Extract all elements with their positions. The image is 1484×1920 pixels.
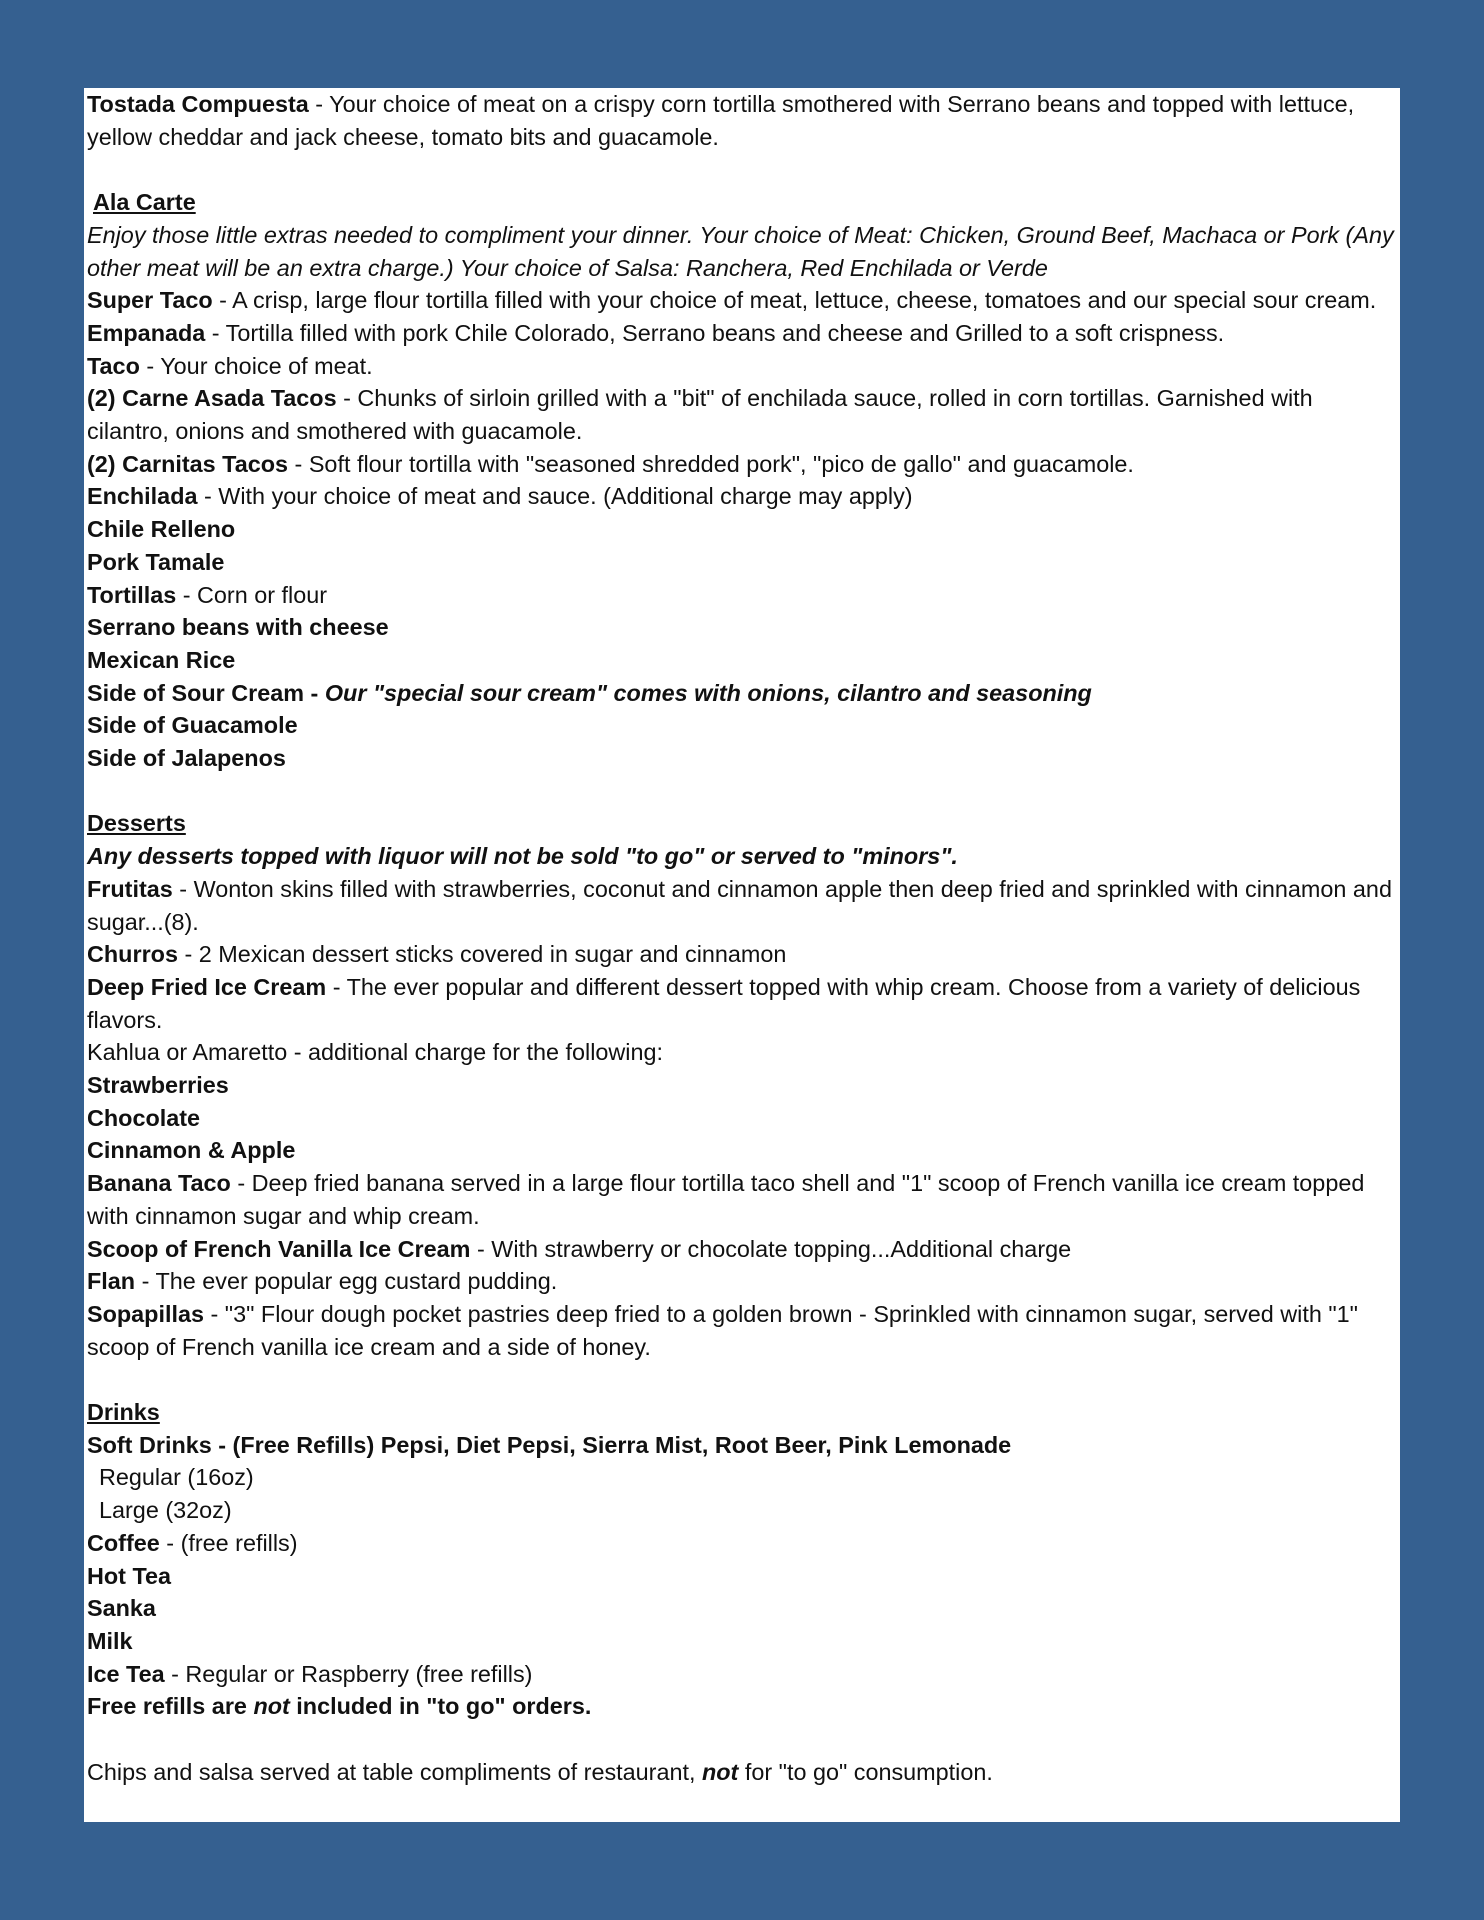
- item-desc: - With your choice of meat and sauce. (Additional charge may apply): [197, 483, 913, 510]
- menu-item-serrano-beans: [87, 611, 1398, 644]
- menu-item-vanilla-scoop: [87, 1233, 1398, 1266]
- menu-item-mexican-rice: [87, 644, 1398, 677]
- menu-item-side-guacamole: Side of Guacamole: [87, 712, 298, 739]
- menu-item-taco: [87, 350, 1398, 383]
- item-name: Deep Fried Ice Cream: [87, 973, 327, 1000]
- menu-item-hot-tea: Hot Tea: [87, 1562, 172, 1589]
- item-desc: Our "special sour cream" comes with onions, cilantro and seasoning: [324, 679, 1092, 706]
- menu-item-sopapillas: [87, 1298, 1398, 1363]
- refill-post: included in "to go" orders.: [289, 1693, 592, 1720]
- item-name: Pork Tamale: [87, 548, 225, 575]
- menu-item-tostada: [87, 88, 1398, 153]
- item-name: Sopapillas: [87, 1300, 204, 1327]
- footer-pre: Chips and salsa served at table compliments of restaurant,: [87, 1758, 702, 1785]
- refill-notice: [87, 1690, 1398, 1723]
- item-desc: - 2 Mexican dessert sticks covered in sugar and cinnamon: [177, 941, 787, 968]
- menu-item-soft-drinks: Soft Drinks - (Free Refills) Pepsi, Diet Pepsi, Sierra Mist, Root Beer, Pink Lemonade: [87, 1431, 1012, 1458]
- spacer: [87, 1723, 1398, 1756]
- menu-item-sanka: Sanka: [87, 1595, 156, 1622]
- menu-item-empanada: [87, 317, 1398, 350]
- menu-item-milk: Milk: [87, 1628, 133, 1654]
- item-desc: - Chunks of sirloin grilled with a "bit" of enchilada sauce, rolled in corn tortillas. Garnished with cilantro, onions and smothered with guacamole.: [87, 385, 1313, 445]
- menu-item-sour-cream: [87, 677, 1398, 710]
- item-desc: - Deep fried banana served in a large flour tortilla taco shell and "1" scoop of French vanilla ice cream topped with cinnamon sugar and whip cream.: [87, 1170, 1365, 1229]
- liquor-note: Kahlua or Amaretto - additional charge for the following:: [87, 1039, 664, 1066]
- heading-text: Ala Carte: [93, 189, 196, 216]
- item-name: Side of Sour Cream -: [87, 679, 325, 706]
- item-name: Frutitas: [87, 875, 173, 902]
- item-desc: - Wonton skins filled with strawberries, coconut and cinnamon apple then deep fried and sprinkled with cinnamon and sugar...(8).: [87, 875, 1392, 935]
- item-name: Banana Taco: [87, 1170, 231, 1197]
- item-name: Coffee: [87, 1529, 160, 1556]
- item-name: Empanada: [87, 319, 206, 346]
- menu-item-side-jalapenos: Side of Jalapenos: [87, 745, 286, 772]
- flavor-strawberries: Strawberries: [87, 1072, 229, 1099]
- refill-not: not: [253, 1693, 290, 1720]
- item-desc: - Soft flour tortilla with "seasoned shredded pork", "pico de gallo" and guacamole.: [288, 450, 1134, 477]
- item-name: (2) Carne Asada Tacos: [87, 385, 337, 412]
- menu-item-pork-tamale: [87, 546, 1398, 579]
- desserts-notice: Any desserts topped with liquor will not be sold "to go" or served to "minors".: [87, 843, 958, 870]
- item-name: Ice Tea: [87, 1660, 165, 1687]
- menu-item-banana-taco: [87, 1167, 1398, 1232]
- item-desc: - A crisp, large flour tortilla filled with your choice of meat, lettuce, cheese, tomatoes and our special sour cream.: [212, 287, 1377, 314]
- ala-carte-intro: Enjoy those little extras needed to compliment your dinner. Your choice of Meat: Chicken, Ground Beef, Machaca or Pork (Any other meat will be an extra charge.) Your choice of Salsa: Ranchera, Red Enchilada or Verde: [87, 221, 1394, 281]
- item-name: Enchilada: [87, 483, 198, 510]
- menu-item-churros: [87, 938, 1398, 971]
- item-name: Tostada Compuesta: [87, 91, 309, 117]
- flavor-cinnamon-apple: Cinnamon & Apple: [87, 1137, 296, 1164]
- menu-item-flan: [87, 1265, 1398, 1298]
- menu-item-coffee: [87, 1527, 1398, 1560]
- menu-item-chile-relleno: [87, 513, 1398, 546]
- footer-post: for "to go" consumption.: [738, 1758, 993, 1785]
- menu-item-frutitas: [87, 873, 1398, 938]
- item-name: Chile Relleno: [87, 516, 236, 543]
- item-name: Serrano beans with cheese: [87, 614, 389, 641]
- item-name: (2) Carnitas Tacos: [87, 450, 289, 477]
- item-desc: - Your choice of meat.: [139, 352, 373, 379]
- menu-item-ice-tea: [87, 1658, 1398, 1691]
- menu-item-carne-asada: [87, 382, 1398, 447]
- size-large: Large (32oz): [99, 1497, 232, 1524]
- item-name: Churros: [87, 941, 178, 968]
- heading-text: Drinks: [87, 1399, 160, 1426]
- footer-not: not: [701, 1758, 739, 1785]
- section-heading-desserts: [87, 807, 1398, 840]
- item-name: Flan: [87, 1268, 136, 1295]
- menu-item-enchilada: [87, 480, 1398, 513]
- menu-item-tortillas: [87, 579, 1398, 612]
- item-name: Taco: [87, 352, 140, 379]
- spacer: [87, 153, 1398, 186]
- size-regular: Regular (16oz): [99, 1464, 254, 1491]
- spacer: [87, 775, 1398, 808]
- item-name: Super Taco: [87, 287, 213, 314]
- item-desc: - (free refills): [159, 1529, 298, 1556]
- item-name: Mexican Rice: [87, 646, 236, 673]
- menu-item-deep-fried-ice-cream: [87, 971, 1398, 1036]
- refill-pre: Free refills are: [87, 1693, 254, 1720]
- section-heading-ala-carte: [87, 186, 1398, 219]
- heading-text: Desserts: [87, 810, 186, 837]
- item-desc: - With strawberry or chocolate topping...Additional charge: [470, 1235, 1072, 1262]
- item-desc: - Regular or Raspberry (free refills): [164, 1660, 533, 1687]
- chips-salsa-note: [87, 1756, 1398, 1789]
- item-name: Tortillas: [87, 581, 177, 608]
- item-name: Scoop of French Vanilla Ice Cream: [87, 1235, 471, 1262]
- flavor-chocolate: Chocolate: [87, 1104, 201, 1131]
- item-desc: - "3" Flour dough pocket pastries deep fried to a golden brown - Sprinkled with cinnamon sugar, served with "1" scoop of French vanilla ice cream and a side of honey.: [87, 1300, 1358, 1360]
- spacer: [87, 1363, 1398, 1396]
- item-desc: - The ever popular and different dessert topped with whip cream. Choose from a variety of delicious flavors.: [87, 973, 1361, 1033]
- menu-item-super-taco: [87, 284, 1398, 317]
- item-desc: - Tortilla filled with pork Chile Colorado, Serrano beans and cheese and Grilled to a soft crispness.: [205, 319, 1225, 346]
- menu-item-carnitas: [87, 448, 1398, 481]
- item-desc: - Corn or flour: [176, 581, 328, 608]
- item-desc: - The ever popular egg custard pudding.: [135, 1268, 558, 1295]
- item-desc: - Your choice of meat on a crispy corn tortilla smothered with Serrano beans and topped with lettuce, yellow cheddar and jack cheese, tomato bits and guacamole.: [87, 91, 1355, 150]
- menu-page: [84, 88, 1400, 1822]
- section-heading-drinks: [87, 1396, 1398, 1429]
